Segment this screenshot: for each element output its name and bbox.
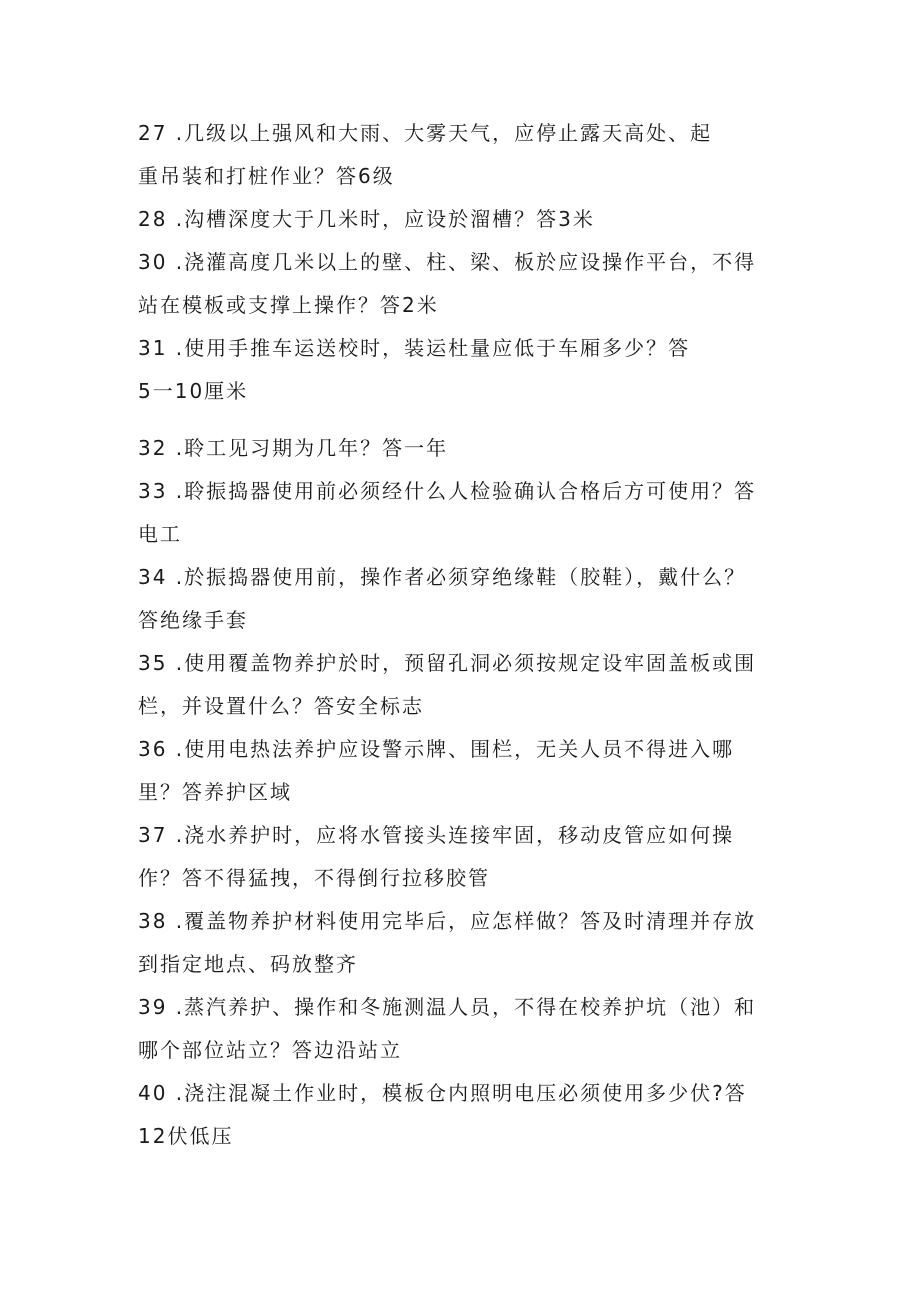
- qa-item-27: [138, 112, 788, 198]
- question-line: 39 .蒸汽养护、操作和冬施测温人员，不得在校养护坑（池）和: [138, 995, 757, 1019]
- question-line: 40 .浇注混凝土作业时，模板仓内照明电压必须使用多少伏?答: [138, 1081, 747, 1105]
- answer-line: 里？答养护区域: [138, 780, 292, 804]
- qa-item-34: [138, 556, 788, 642]
- spacer: [138, 413, 788, 427]
- qa-item-31: [138, 327, 788, 413]
- qa-item-33: [138, 470, 788, 556]
- answer-line: 重吊装和打桩作业？答6级: [138, 164, 395, 188]
- question-line: 38 .覆盖物养护材料使用完毕后，应怎样做？答及时清理并存放: [138, 909, 757, 933]
- qa-list: [138, 112, 788, 1158]
- question-line: 37 .浇水养护时，应将水管接头连接牢固，移动皮管应如何操: [138, 823, 735, 847]
- qa-item-32: [138, 427, 788, 470]
- question-line: 35 .使用覆盖物养护於时，预留孔洞必须按规定设牢固盖板或围: [138, 651, 757, 675]
- answer-line: 作？答不得猛拽，不得倒行拉移胶管: [138, 866, 490, 890]
- question-line: 30 .浇灌高度几米以上的壁、柱、梁、板於应设操作平台，不得: [138, 250, 757, 274]
- qa-item-35: [138, 642, 788, 728]
- question-line: 34 .於振捣器使用前，操作者必须穿绝缘鞋（胶鞋），戴什么？: [138, 565, 747, 589]
- answer-line: 电工: [138, 522, 182, 546]
- qa-item-40: [138, 1072, 788, 1158]
- answer-line: 到指定地点、码放整齐: [138, 952, 358, 976]
- qa-item-39: [138, 986, 788, 1072]
- question-line: 28 .沟槽深度大于几米时，应设於溜槽？答3米: [138, 207, 595, 231]
- answer-line: 12伏低压: [138, 1124, 234, 1148]
- question-line: 36 .使用电热法养护应设警示牌、围栏，无关人员不得进入哪: [138, 737, 735, 761]
- question-line: 31 .使用手推车运送校时，装运杜量应低于车厢多少？答: [138, 336, 691, 360]
- question-line: 33 .聆振捣器使用前必须经什么人检验确认合格后方可使用？答: [138, 479, 757, 503]
- answer-line: 哪个部位站立？答边沿站立: [138, 1038, 402, 1062]
- answer-line: 答绝缘手套: [138, 608, 248, 632]
- qa-item-38: [138, 900, 788, 986]
- qa-item-30: [138, 241, 788, 327]
- qa-item-37: [138, 814, 788, 900]
- qa-item-28: [138, 198, 788, 241]
- answer-line: 站在模板或支撑上操作？答2米: [138, 293, 439, 317]
- answer-line: 5一10厘米: [138, 379, 249, 403]
- question-line: 27 .几级以上强风和大雨、大雾天气，应停止露天高处、起: [138, 121, 713, 145]
- question-line: 32 .聆工见习期为几年？答一年: [138, 436, 449, 460]
- answer-line: 栏，并设置什么？答安全标志: [138, 694, 424, 718]
- qa-item-36: [138, 728, 788, 814]
